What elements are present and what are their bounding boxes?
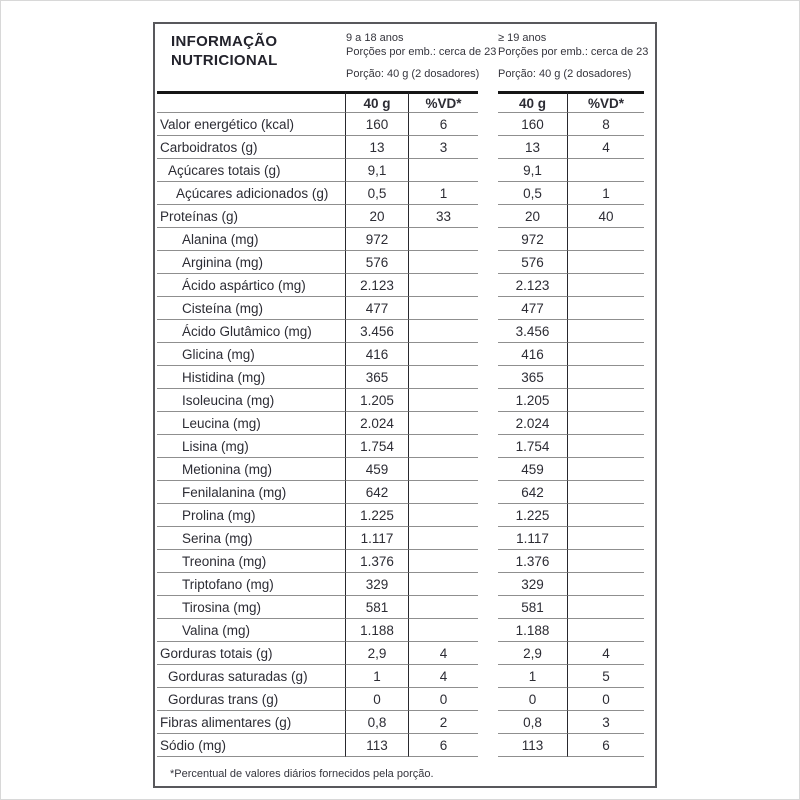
column-gap: [478, 91, 498, 113]
table-row: [157, 642, 644, 665]
group1-vd-cell: [409, 228, 478, 251]
group1-vd-cell: [409, 389, 478, 412]
group2-vd-cell: [568, 320, 644, 343]
group2-vd-cell: [568, 297, 644, 320]
group2-vd-cell: 40: [568, 205, 644, 228]
group2-age: ≥ 19 anos: [498, 32, 547, 44]
group2-qty-cell: 2,9: [498, 642, 568, 665]
group1-qty-cell: 1.376: [346, 550, 409, 573]
nutrition-panel: [153, 22, 657, 788]
group2-qty-cell: 365: [498, 366, 568, 389]
table-row: [157, 412, 644, 435]
group1-age: 9 a 18 anos: [346, 32, 404, 44]
column-gap: [478, 274, 498, 297]
row-label: Ácido aspártico (mg): [157, 274, 346, 297]
group1-qty-cell: 365: [346, 366, 409, 389]
group1-qty-cell: 477: [346, 297, 409, 320]
group2-qty-cell: 459: [498, 458, 568, 481]
table-row: [157, 458, 644, 481]
group1-vd-cell: [409, 481, 478, 504]
row-label: Treonina (mg): [157, 550, 346, 573]
group1-qty-cell: 13: [346, 136, 409, 159]
table-row: [157, 596, 644, 619]
group2-vd-cell: 6: [568, 734, 644, 757]
group1-vd-cell: [409, 274, 478, 297]
table-row: [157, 504, 644, 527]
group1-vd-cell: 1: [409, 182, 478, 205]
group1-qty-cell: 416: [346, 343, 409, 366]
column-gap: [478, 458, 498, 481]
group2-vd-cell: [568, 527, 644, 550]
group2-qty-cell: 576: [498, 251, 568, 274]
table-row: [157, 274, 644, 297]
column-gap: [478, 320, 498, 343]
group1-qty-cell: 0: [346, 688, 409, 711]
group2-qty-cell: 329: [498, 573, 568, 596]
group2-vd-cell: [568, 619, 644, 642]
group2-qty-cell: 477: [498, 297, 568, 320]
table-row: [157, 251, 644, 274]
group2-qty-cell: 1: [498, 665, 568, 688]
group2-vd-cell: [568, 343, 644, 366]
group1-qty-cell: 0,5: [346, 182, 409, 205]
column-gap: [478, 481, 498, 504]
group2-qty-cell: 416: [498, 343, 568, 366]
group2-vd-cell: [568, 550, 644, 573]
group1-vd-cell: [409, 320, 478, 343]
group1-qty-cell: 972: [346, 228, 409, 251]
table-header-row: [157, 91, 644, 113]
group2-qty-cell: 113: [498, 734, 568, 757]
table-row: [157, 113, 644, 136]
group1-qty-cell: 0,8: [346, 711, 409, 734]
group1-vd-header: %VD*: [409, 91, 478, 113]
column-gap: [478, 619, 498, 642]
row-label: Proteínas (g): [157, 205, 346, 228]
group2-vd-cell: [568, 159, 644, 182]
table-row: [157, 389, 644, 412]
group1-qty-cell: 581: [346, 596, 409, 619]
row-label: Glicina (mg): [157, 343, 346, 366]
group1-vd-cell: 33: [409, 205, 478, 228]
group1-qty-cell: 1.225: [346, 504, 409, 527]
group2-servings: Porções por emb.: cerca de 23: [498, 46, 649, 58]
group2-qty-cell: 972: [498, 228, 568, 251]
row-label: Metionina (mg): [157, 458, 346, 481]
group2-qty-cell: 160: [498, 113, 568, 136]
table-row: [157, 619, 644, 642]
group1-vd-cell: 6: [409, 734, 478, 757]
table-row: [157, 527, 644, 550]
group1-header: [346, 31, 496, 81]
group2-portion: Porção: 40 g (2 dosadores): [498, 68, 632, 80]
table-row: [157, 205, 644, 228]
column-gap: [478, 642, 498, 665]
column-gap: [478, 504, 498, 527]
group2-qty-cell: 642: [498, 481, 568, 504]
column-gap: [478, 389, 498, 412]
group1-qty-cell: 642: [346, 481, 409, 504]
group1-qty-cell: 3.456: [346, 320, 409, 343]
panel-header: [155, 24, 655, 91]
header-empty-cell: [157, 91, 346, 113]
group2-vd-cell: [568, 274, 644, 297]
table-row: [157, 159, 644, 182]
group1-qty-cell: 576: [346, 251, 409, 274]
row-label: Leucina (mg): [157, 412, 346, 435]
group1-vd-cell: [409, 573, 478, 596]
group2-qty-cell: 1.376: [498, 550, 568, 573]
row-label: Ácido Glutâmico (mg): [157, 320, 346, 343]
group1-qty-cell: 2.123: [346, 274, 409, 297]
column-gap: [478, 573, 498, 596]
row-label: Arginina (mg): [157, 251, 346, 274]
group2-qty-cell: 0: [498, 688, 568, 711]
column-gap: [478, 550, 498, 573]
group2-vd-cell: [568, 366, 644, 389]
table-row: [157, 228, 644, 251]
group1-qty-cell: 1: [346, 665, 409, 688]
group1-servings: Porções por emb.: cerca de 23: [346, 46, 497, 58]
group1-vd-cell: 4: [409, 642, 478, 665]
group2-qty-cell: 1.205: [498, 389, 568, 412]
group1-qty-header: 40 g: [346, 91, 409, 113]
group2-qty-cell: 3.456: [498, 320, 568, 343]
group2-vd-cell: [568, 389, 644, 412]
group1-vd-cell: [409, 619, 478, 642]
column-gap: [478, 182, 498, 205]
table-row: [157, 136, 644, 159]
row-label: Cisteína (mg): [157, 297, 346, 320]
row-label: Gorduras totais (g): [157, 642, 346, 665]
group2-qty-cell: 13: [498, 136, 568, 159]
group2-vd-cell: 4: [568, 136, 644, 159]
column-gap: [478, 711, 498, 734]
row-label: Histidina (mg): [157, 366, 346, 389]
group1-qty-cell: 20: [346, 205, 409, 228]
group2-qty-header: 40 g: [498, 91, 568, 113]
group1-qty-cell: 459: [346, 458, 409, 481]
row-label: Carboidratos (g): [157, 136, 346, 159]
group2-qty-cell: 2.123: [498, 274, 568, 297]
group1-vd-cell: 6: [409, 113, 478, 136]
table-row: [157, 665, 644, 688]
column-gap: [478, 343, 498, 366]
column-gap: [478, 412, 498, 435]
group2-vd-cell: [568, 458, 644, 481]
column-gap: [478, 136, 498, 159]
column-gap: [478, 159, 498, 182]
row-label: Gorduras trans (g): [157, 688, 346, 711]
row-label: Serina (mg): [157, 527, 346, 550]
table-row: [157, 182, 644, 205]
group1-portion: Porção: 40 g (2 dosadores): [346, 68, 480, 80]
column-gap: [478, 366, 498, 389]
group2-vd-cell: [568, 251, 644, 274]
title-line1: INFORMAÇÃO: [171, 33, 278, 50]
group1-qty-cell: 2,9: [346, 642, 409, 665]
group1-vd-cell: [409, 504, 478, 527]
row-label: Açúcares adicionados (g): [157, 182, 346, 205]
group2-qty-cell: 0,5: [498, 182, 568, 205]
group1-qty-cell: 1.754: [346, 435, 409, 458]
group2-vd-cell: 4: [568, 642, 644, 665]
group1-vd-cell: [409, 458, 478, 481]
table-row: [157, 366, 644, 389]
group2-vd-cell: [568, 412, 644, 435]
group2-qty-cell: 1.754: [498, 435, 568, 458]
group1-vd-cell: [409, 159, 478, 182]
row-label: Tirosina (mg): [157, 596, 346, 619]
row-label: Fibras alimentares (g): [157, 711, 346, 734]
group1-qty-cell: 329: [346, 573, 409, 596]
group1-vd-cell: [409, 251, 478, 274]
row-label: Lisina (mg): [157, 435, 346, 458]
column-gap: [478, 228, 498, 251]
column-gap: [478, 435, 498, 458]
column-gap: [478, 688, 498, 711]
group2-vd-cell: [568, 504, 644, 527]
group2-qty-cell: 9,1: [498, 159, 568, 182]
table-row: [157, 711, 644, 734]
group1-qty-cell: 1.188: [346, 619, 409, 642]
row-label: Fenilalanina (mg): [157, 481, 346, 504]
group2-qty-cell: 1.188: [498, 619, 568, 642]
group2-vd-cell: 0: [568, 688, 644, 711]
column-gap: [478, 665, 498, 688]
group1-vd-cell: [409, 550, 478, 573]
row-label: Triptofano (mg): [157, 573, 346, 596]
row-label: Sódio (mg): [157, 734, 346, 757]
group1-qty-cell: 1.205: [346, 389, 409, 412]
row-label: Prolina (mg): [157, 504, 346, 527]
group2-vd-cell: [568, 481, 644, 504]
group1-vd-cell: [409, 297, 478, 320]
row-label: Valor energético (kcal): [157, 113, 346, 136]
row-label: Isoleucina (mg): [157, 389, 346, 412]
group1-qty-cell: 9,1: [346, 159, 409, 182]
table-row: [157, 550, 644, 573]
nutrition-table: [157, 91, 644, 757]
column-gap: [478, 734, 498, 757]
title-line2: NUTRICIONAL: [171, 52, 278, 69]
footnote: *Percentual de valores diários fornecidos pela porção.: [170, 768, 434, 780]
group1-vd-cell: [409, 366, 478, 389]
panel-title: [171, 32, 278, 70]
group1-qty-cell: 113: [346, 734, 409, 757]
table-row: [157, 320, 644, 343]
group2-qty-cell: 581: [498, 596, 568, 619]
group2-vd-cell: 8: [568, 113, 644, 136]
group2-vd-cell: [568, 596, 644, 619]
column-gap: [478, 297, 498, 320]
table-row: [157, 297, 644, 320]
table-row: [157, 435, 644, 458]
group2-vd-cell: 1: [568, 182, 644, 205]
group1-vd-cell: 3: [409, 136, 478, 159]
group2-qty-cell: 1.225: [498, 504, 568, 527]
column-gap: [478, 205, 498, 228]
table-row: [157, 573, 644, 596]
row-label: Açúcares totais (g): [157, 159, 346, 182]
group2-qty-cell: 0,8: [498, 711, 568, 734]
group1-vd-cell: [409, 527, 478, 550]
group2-vd-cell: [568, 573, 644, 596]
table-row: [157, 481, 644, 504]
group1-qty-cell: 2.024: [346, 412, 409, 435]
group1-qty-cell: 160: [346, 113, 409, 136]
column-gap: [478, 113, 498, 136]
group2-qty-cell: 2.024: [498, 412, 568, 435]
group1-qty-cell: 1.117: [346, 527, 409, 550]
group1-vd-cell: [409, 412, 478, 435]
table-row: [157, 734, 644, 757]
group2-qty-cell: 20: [498, 205, 568, 228]
column-gap: [478, 596, 498, 619]
group2-header: [498, 31, 648, 81]
nutrition-rows: [157, 113, 644, 757]
column-gap: [478, 527, 498, 550]
group2-vd-cell: 5: [568, 665, 644, 688]
column-gap: [478, 251, 498, 274]
group2-qty-cell: 1.117: [498, 527, 568, 550]
group1-vd-cell: [409, 596, 478, 619]
group2-vd-header: %VD*: [568, 91, 644, 113]
row-label: Gorduras saturadas (g): [157, 665, 346, 688]
row-label: Alanina (mg): [157, 228, 346, 251]
group1-vd-cell: 0: [409, 688, 478, 711]
group2-vd-cell: [568, 435, 644, 458]
group2-vd-cell: 3: [568, 711, 644, 734]
row-label: Valina (mg): [157, 619, 346, 642]
group1-vd-cell: 2: [409, 711, 478, 734]
group1-vd-cell: [409, 343, 478, 366]
group1-vd-cell: 4: [409, 665, 478, 688]
table-row: [157, 688, 644, 711]
group2-vd-cell: [568, 228, 644, 251]
group1-vd-cell: [409, 435, 478, 458]
table-row: [157, 343, 644, 366]
